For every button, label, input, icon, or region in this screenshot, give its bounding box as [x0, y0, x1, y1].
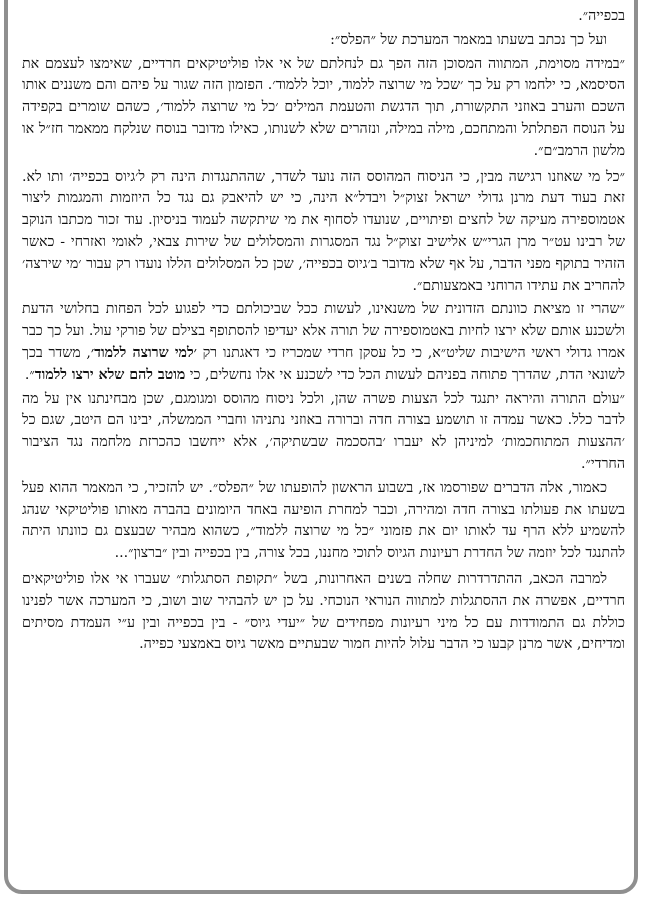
text-segment: , משדר בכך לשונאי הדת, שהדרך פתוחה בפניהם לעשות הכל כדי לשכנע אי אלו נחשלים, כי: [22, 344, 625, 383]
paragraph-8: [22, 569, 625, 656]
paragraph-4-quote: [22, 167, 625, 298]
text-segment: כאמור, אלה הדברים שפורסמו אז, בשבוע הראשון להופעתו של ״הפלס״. יש להזכיר, כי המאמר ההוא פעל בשעתו את פעולתו בצורה חדה ומהירה, וכבר למחרת הופיעה באחד היומונים בהברה מאותו פוליטיקאי שנהג להשמיע ללא הרף עד לאותו יום את פזמוני ״כל מי שרוצה ללמוד״, כשהוא מבהיר שבעצם גם כוונתו היתה להתנגד לכל יוזמה של החדרת רעיונות הגיוס לתוכי מחננו, בכל צורה, בין בכפייה ובין ״ברצון״...: [22, 479, 625, 562]
text-segment: בכפייה״.: [578, 8, 625, 24]
text-segment: ״כל מי שאוזנו רגישה מבין, כי הניסוח המהוסס הזה נועד לשדר, שההתנגדות הינה רק ל׳גיוס בכפייה׳ ותו לא. זאת בעוד דעת מרנן גדולי ישראל זצוק״ל ויבדל״א הינה, כי יש להיאבק גם נגד כל היוזמות והמגמות ליצור אטמוספירה מעיקה של לחצים ופיתויים, שנועדו לסחוף את מי שיתקשה לעמוד בניסיון. עוד זכור מכתבו הנוקב של רבינו עט״ר מרן הגרי״ש אלישיב זצוק״ל נגד המסגרות והמסלולים של שירות צבאי, לאומי ואזרחי - כאשר הזהיר בתוקף מפני הדבר, על אף שלא מדובר ב׳גיוס בכפייה׳, שכן כל המסלולים הללו נועדו רק עבור ׳מי שירצה׳ להחריב את עתידו הרוחני באמצעותם״.: [22, 168, 625, 294]
text-segment: ועל כך נכתב בשעתו במאמר המערכת של ״הפלס״:: [330, 31, 607, 48]
bold-phrase: מוטב להם שלא ירצו ללמוד: [34, 366, 186, 383]
text-segment: למרבה הכאב, ההתדרדרות שחלה בשנים האחרונות, בשל ״תקופת הסתגלות״ שעברו אי אלו פוליטיקאים חרדיים, אפשרה את ההסתגלות למתווה הנוראי הנוכחי. על כן יש להבהיר שוב ושוב, כי המערכה אשר לפנינו כוללת גם התמודדות עם כל מיני רעיונות מפחידים של ״יעדי גיוס״ - בין בכפייה ובין ע״י העמדת מסיתים ומדיחים, אשר מרנן קבעו כי הדבר עלול להיות חמור שבעתיים מאשר גיוס באמצעי כפייה.: [22, 570, 625, 653]
text-segment: ״במידה מסוימת, המתווה המסוכן הזה הפך גם לנחלתם של אי אלו פוליטיקאים חרדיים, שאימצו לעצמם את הסיסמא, כי ילחמו רק על כך ׳שכל מי שרוצה ללמוד, יוכל ללמוד׳. הפזמון הזה שגור על פיהם והם משננים אותו השכם והערב באוזני התקשורת, תוך הדגשת והטעמת המילים ׳כל מי שרוצה ללמוד׳, כשהם שומרים בקפידה על הנוסח הפתלתל והמתחכם, מילה במילה, ונזהרים שלא לשנותו, כאילו מדובר בנוסח שנלקח ממאמר חז״ל או מלשון הרמב״ם״.: [22, 55, 625, 159]
paragraph-6-quote: [22, 389, 625, 476]
text-segment: ״.: [24, 366, 35, 383]
paragraph-3-quote: [22, 54, 625, 163]
paragraph-5-quote: [22, 299, 625, 386]
text-segment: ״שהרי זו מציאת כוונתם הזדונית של משנאינו, לעשות ככל שביכולתם כדי לפגוע לכל הפחות בחלושי הדעת ולשכנע אותם שלא ירצו לחיות באטמוספירה של תורה אלא יעדיפו להסתופף בצילם של פורקי עול. ועל כך כבר אמרו גדולי ראשי הישיבות שליט״א, כי כל עסקן חרדי שמכריז כי דאגתנו רק: [22, 301, 625, 361]
paragraph-7: [22, 478, 625, 565]
bold-phrase: ׳למי שרוצה ללמוד׳: [90, 344, 197, 361]
text-segment: ״עולם התורה והיראה יתנגד לכל הצעות פשרה שהן, ולכל ניסוח מהוסס ומגומגם, שכן מבחינתנו אין על מה לדבר כלל. כאשר עמדה זו תושמע בצורה חדה וברורה באוזני נתניהו וחברי הממשלה, יבינו הם היטב, שגם כל ׳ההצעות המתוחכמות׳ למיניהן לא יעברו ׳בהסכמה שבשתיקה׳, אלא ייחשבו כהכרזת מלחמה נגד הציבור החרדי״.: [22, 390, 625, 472]
article-body: [22, 6, 625, 658]
paragraph-2: [22, 30, 625, 52]
paragraph-1: [22, 6, 625, 28]
